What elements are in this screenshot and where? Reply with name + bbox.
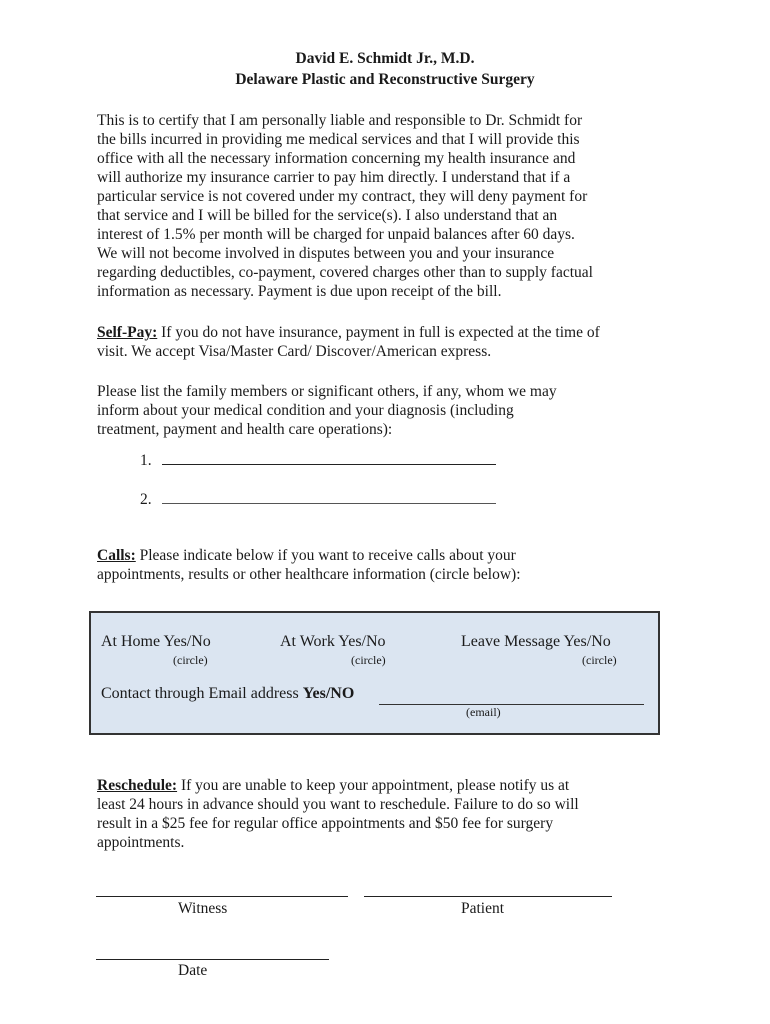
self-pay-text: visit. We accept Visa/Master Card/ Discover/American express.: [97, 343, 492, 360]
certification-line: office with all the necessary information concerning my health insurance and: [97, 150, 576, 167]
family-text: treatment, payment and health care operations):: [97, 421, 393, 438]
circle-note: (circle): [351, 653, 386, 667]
certification-line: regarding deductibles, co-payment, covered charges other than to supply factual: [97, 264, 593, 281]
family-member-entry-2[interactable]: [140, 491, 496, 509]
witness-signature-line[interactable]: [96, 896, 348, 897]
circle-note: (circle): [582, 653, 617, 667]
reschedule-text: appointments.: [97, 834, 185, 851]
calls-text: appointments, results or other healthcare information (circle below):: [97, 566, 521, 583]
patient-signature-line[interactable]: [364, 896, 612, 897]
certification-line: We will not become involved in disputes between you and your insurance: [97, 245, 555, 262]
certification-line: particular service is not covered under my contract, they will deny payment for: [97, 188, 588, 205]
reschedule-text: least 24 hours in advance should you want to reschedule. Failure to do so will: [97, 796, 579, 813]
email-contact-row: [101, 685, 354, 703]
email-contact-label: Contact through Email address: [101, 685, 303, 702]
certification-line: that service and I will be billed for the service(s). I also understand that an: [97, 207, 558, 224]
family-member-entry-1[interactable]: [140, 452, 496, 470]
patient-label: Patient: [461, 900, 505, 917]
witness-label: Witness: [178, 900, 228, 917]
email-note: (email): [466, 705, 501, 719]
reschedule-text: If you are unable to keep your appointment, please notify us at: [177, 777, 570, 794]
call-preferences-box: [89, 611, 660, 735]
date-line[interactable]: [96, 959, 329, 960]
certification-paragraph: [97, 111, 677, 301]
circle-note: (circle): [173, 653, 208, 667]
self-pay-heading: Self-Pay:: [97, 324, 158, 341]
certification-line: interest of 1.5% per month will be charged for unpaid balances after 60 days.: [97, 226, 575, 243]
email-yes-no-option[interactable]: Yes/NO: [302, 685, 355, 702]
email-address-field[interactable]: [379, 704, 644, 705]
reschedule-paragraph: [97, 776, 677, 852]
calls-heading: Calls:: [97, 547, 136, 564]
entry-number: 1.: [140, 452, 152, 469]
calls-paragraph: [97, 546, 677, 584]
certification-line: the bills incurred in providing me medical services and that I will provide this: [97, 131, 580, 148]
certification-line: This is to certify that I am personally liable and responsible to Dr. Schmidt for: [97, 112, 583, 129]
self-pay-text: If you do not have insurance, payment in full is expected at the time of: [157, 324, 600, 341]
self-pay-paragraph: [97, 323, 677, 361]
doctor-name: David E. Schmidt Jr., M.D.: [295, 50, 475, 67]
certification-line: will authorize my insurance carrier to pay him directly. I understand that if a: [97, 169, 571, 186]
date-label: Date: [178, 962, 208, 979]
calls-text: Please indicate below if you want to receive calls about your: [135, 547, 516, 564]
at-work-option[interactable]: At Work Yes/No: [280, 633, 386, 650]
at-home-option[interactable]: At Home Yes/No: [101, 633, 211, 650]
entry-number: 2.: [140, 491, 152, 508]
family-text: inform about your medical condition and your diagnosis (including: [97, 402, 514, 419]
reschedule-text: result in a $25 fee for regular office appointments and $50 fee for surgery: [97, 815, 554, 832]
family-members-paragraph: [97, 382, 677, 439]
family-member-field-1[interactable]: [162, 452, 496, 465]
practice-name: Delaware Plastic and Reconstructive Surgery: [235, 71, 535, 88]
leave-message-option[interactable]: Leave Message Yes/No: [461, 633, 611, 650]
family-member-field-2[interactable]: [162, 491, 496, 504]
reschedule-heading: Reschedule:: [97, 777, 178, 794]
family-text: Please list the family members or significant others, if any, whom we may: [97, 383, 557, 400]
certification-line: information as necessary. Payment is due upon receipt of the bill.: [97, 283, 502, 300]
